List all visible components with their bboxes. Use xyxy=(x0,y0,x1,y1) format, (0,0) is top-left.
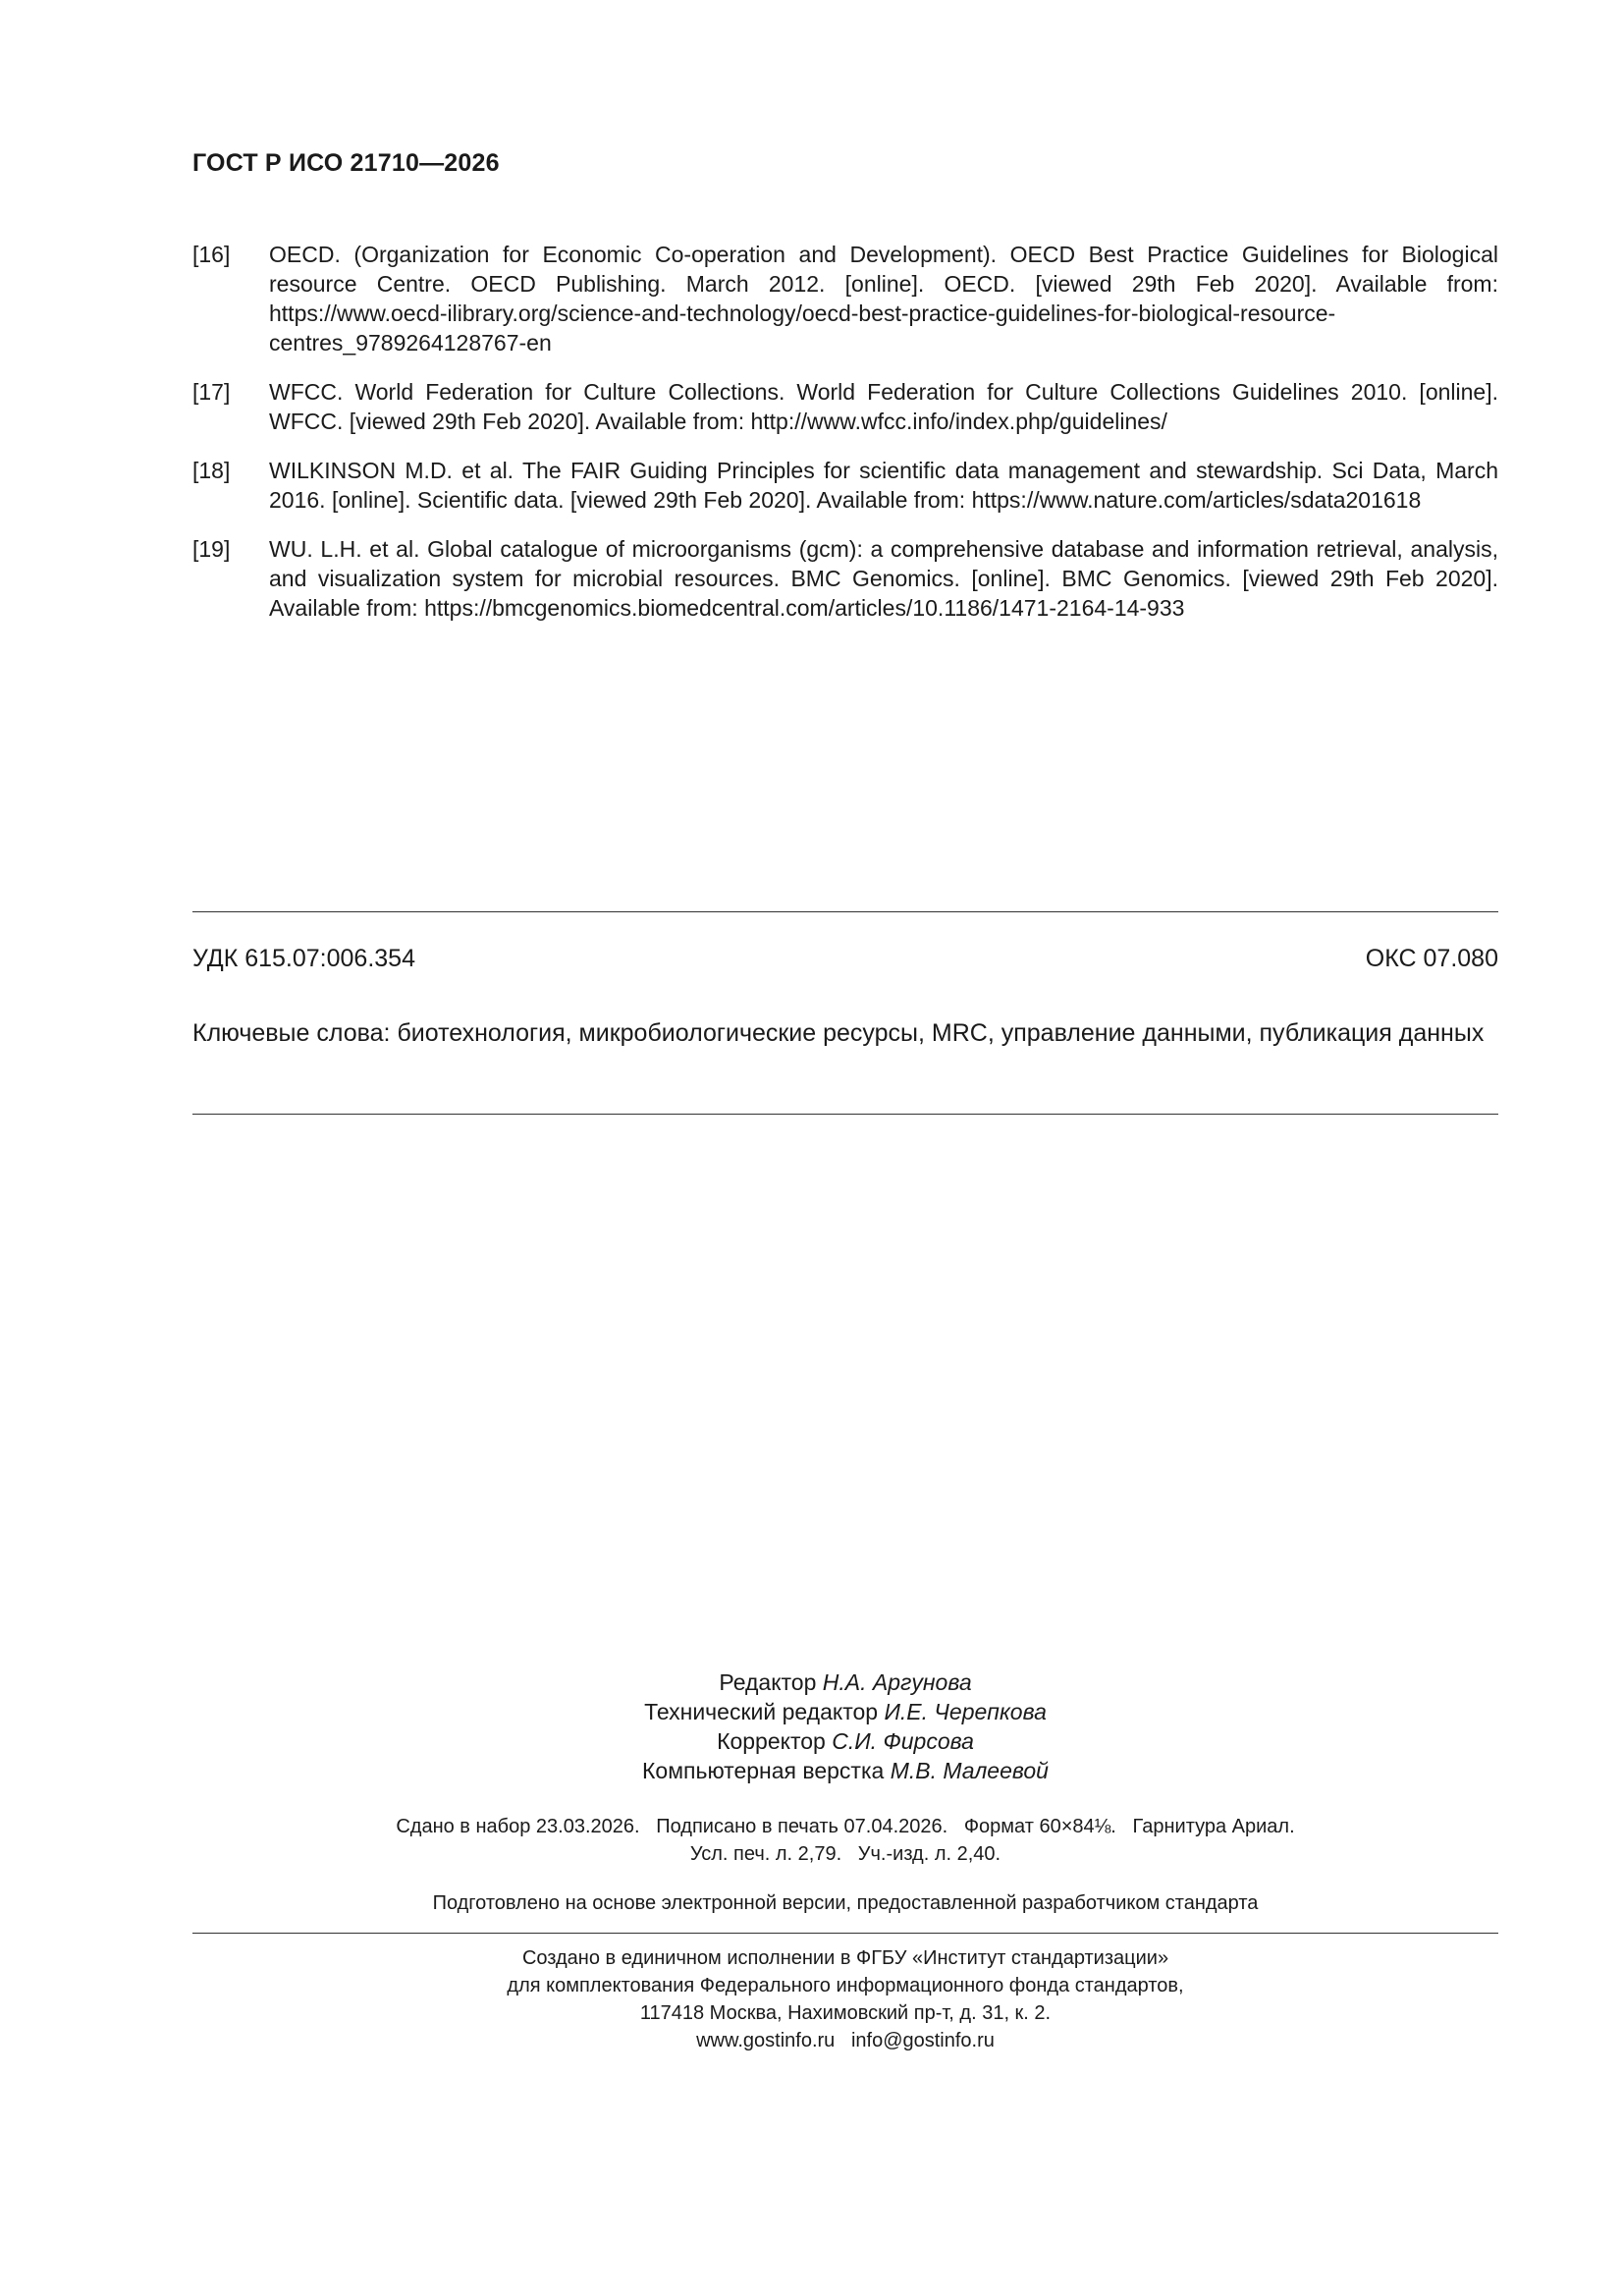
keywords: Ключевые слова: биотехнология, микробиологические ресурсы, MRC, управление данными, публикация данных xyxy=(192,1019,1485,1047)
udk-code: УДК 615.07:006.354 xyxy=(192,945,415,972)
credit-layout-label: Компьютерная верстка xyxy=(642,1758,885,1783)
reference-item xyxy=(192,534,1498,623)
divider-keywords xyxy=(192,1114,1498,1115)
credit-corrector-label: Корректор xyxy=(717,1728,826,1754)
page-header-title: ГОСТ Р ИСО 21710—2026 xyxy=(192,149,500,177)
oks-code: ОКС 07.080 xyxy=(1365,945,1498,972)
reference-text: WFCC. World Federation for Culture Collections. World Federation for Culture Collections Guidelines 2010. [online]. WFCC. [viewed 29th Feb 2020]. Available from: http://www.wfcc.info/index.php/guidelines/ xyxy=(269,379,1498,434)
reference-item xyxy=(192,377,1498,436)
reference-number: [19] xyxy=(192,536,231,562)
created-line: 117418 Москва, Нахимовский пр-т, д. 31, к. 2. xyxy=(639,2002,1052,2024)
reference-number: [17] xyxy=(192,379,231,405)
print-info-line: Усл. печ. л. 2,79. Уч.-изд. л. 2,40. xyxy=(689,1843,1001,1865)
divider-top xyxy=(192,911,1498,912)
created-line: Создано в единичном исполнении в ФГБУ «Институт стандартизации» xyxy=(521,1947,1169,1969)
divider-bottom xyxy=(192,1933,1498,1934)
reference-text: WU. L.H. et al. Global catalogue of microorganisms (gcm): a comprehensive database and information retrieval, analysis, and visualization system for microbial resources. BMC Genomics. [online]. BMC Genomics. [viewed 29th Feb 2020]. Available from: https://bmcgenomics.biomedcentral.com/articles/10.1186/1471-2164-14-933 xyxy=(269,536,1498,621)
print-info-line: Сдано в набор 23.03.2026. Подписано в печать 07.04.2026. Формат 60×84⅛. Гарнитура Ариал. xyxy=(396,1816,1295,1837)
reference-item xyxy=(192,456,1498,515)
references-list xyxy=(192,240,1498,642)
credit-corrector xyxy=(0,1726,1623,1756)
credit-tech-editor-label: Технический редактор xyxy=(644,1699,879,1724)
credit-layout-name: М.В. Малеевой xyxy=(890,1758,1049,1783)
credit-tech-editor xyxy=(0,1697,1623,1726)
print-info xyxy=(0,1813,1623,1868)
reference-item xyxy=(192,240,1498,357)
reference-text: WILKINSON M.D. et al. The FAIR Guiding Principles for scientific data management and stewardship. Sci Data, March 2016. [online]. Scientific data. [viewed 29th Feb 2020]. Available from: https://www.nature.com/articles/sdata201618 xyxy=(269,458,1498,513)
credit-corrector-name: С.И. Фирсова xyxy=(832,1728,974,1754)
credit-editor-name: Н.А. Аргунова xyxy=(822,1669,972,1695)
reference-number: [16] xyxy=(192,242,231,267)
credit-editor-label: Редактор xyxy=(719,1669,817,1695)
credit-layout xyxy=(0,1756,1623,1785)
created-line: для комплектования Федерального информационного фонда стандартов, xyxy=(507,1975,1184,1996)
credit-editor xyxy=(0,1667,1623,1697)
classification-row xyxy=(192,945,1498,973)
created-block xyxy=(0,1944,1623,2054)
reference-text: OECD. (Organization for Economic Co-operation and Development). OECD Best Practice Guidelines for Biological resource Centre. OECD Publishing. March 2012. [online]. OECD. [viewed 29th Feb 2020]. Available from: https://www.oecd-ilibrary.org/science-and-technology/oecd-best-practice-guidelines-for-biological-resource-centres_9789264128767-en xyxy=(269,242,1498,355)
credits-block xyxy=(0,1667,1623,1785)
prepared-note: Подготовлено на основе электронной версии, предоставленной разработчиком стандарта xyxy=(432,1892,1259,1914)
reference-number: [18] xyxy=(192,458,231,483)
created-line: www.gostinfo.ru info@gostinfo.ru xyxy=(696,2030,995,2051)
credit-tech-editor-name: И.Е. Черепкова xyxy=(884,1699,1047,1724)
